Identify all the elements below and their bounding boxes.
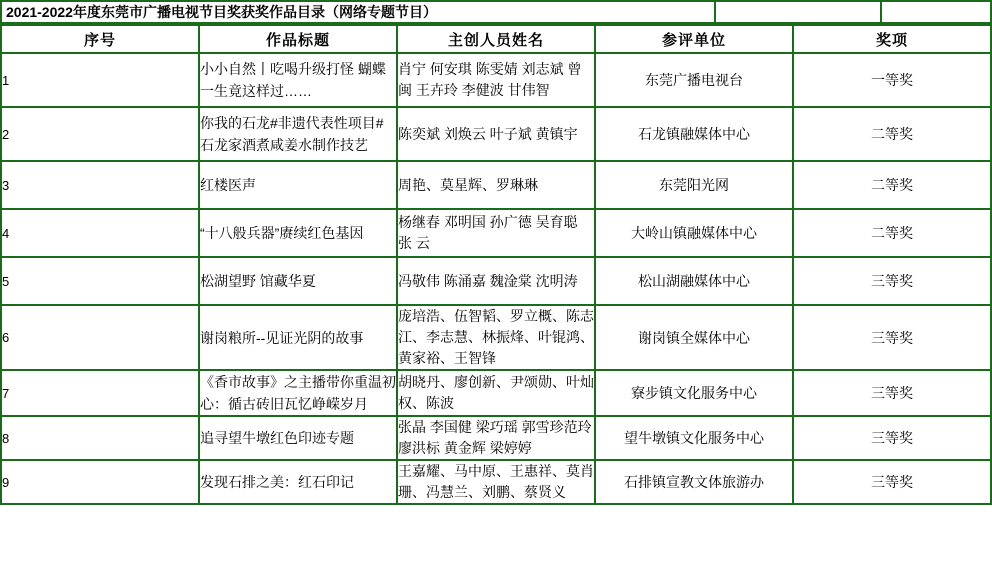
cell-title: “十八般兵器”赓续红色基因 <box>199 209 397 257</box>
cell-title: 你我的石龙#非遗代表性项目#石龙家酒煮咸姜水制作技艺 <box>199 107 397 161</box>
cell-title: 《香市故事》之主播带你重温初心：循古砖旧瓦忆峥嵘岁月 <box>199 370 397 416</box>
cell-unit: 望牛墩镇文化服务中心 <box>595 416 793 460</box>
cell-unit: 石龙镇融媒体中心 <box>595 107 793 161</box>
document-title-blank-cell-2 <box>882 2 990 22</box>
cell-title: 发现石排之美：红石印记 <box>199 460 397 504</box>
document-title-blank-cell-1 <box>716 2 882 22</box>
awards-table <box>0 24 992 505</box>
table-row <box>1 53 991 107</box>
table-row <box>1 370 991 416</box>
cell-unit: 石排镇宣教文体旅游办 <box>595 460 793 504</box>
cell-title: 小小自然丨吃喝升级打怪 蝴蝶一生竟这样过…… <box>199 53 397 107</box>
table-row <box>1 416 991 460</box>
cell-seq: 1 <box>1 53 199 107</box>
column-header-prize: 奖项 <box>793 25 991 53</box>
table-header-row <box>1 25 991 53</box>
table-row <box>1 257 991 305</box>
table-row <box>1 305 991 370</box>
cell-people: 周艳、莫星辉、罗琳琳 <box>397 161 595 209</box>
cell-prize: 二等奖 <box>793 107 991 161</box>
cell-seq: 3 <box>1 161 199 209</box>
cell-seq: 9 <box>1 460 199 504</box>
cell-seq: 4 <box>1 209 199 257</box>
cell-seq: 5 <box>1 257 199 305</box>
cell-people: 杨继春 邓明国 孙广德 吴育聪 张 云 <box>397 209 595 257</box>
cell-unit: 东莞阳光网 <box>595 161 793 209</box>
cell-seq: 2 <box>1 107 199 161</box>
cell-people: 陈奕斌 刘焕云 叶子斌 黄镇宇 <box>397 107 595 161</box>
cell-unit: 大岭山镇融媒体中心 <box>595 209 793 257</box>
cell-unit: 松山湖融媒体中心 <box>595 257 793 305</box>
cell-title: 红楼医声 <box>199 161 397 209</box>
cell-seq: 6 <box>1 305 199 370</box>
cell-prize: 三等奖 <box>793 257 991 305</box>
cell-prize: 三等奖 <box>793 370 991 416</box>
cell-people: 庞培浩、伍智韬、罗立概、陈志江、李志慧、林振烽、叶锟鸿、黄家裕、王智锋 <box>397 305 595 370</box>
table-row <box>1 460 991 504</box>
cell-seq: 8 <box>1 416 199 460</box>
cell-title: 追寻望牛墩红色印迹专题 <box>199 416 397 460</box>
table-row <box>1 107 991 161</box>
cell-people: 肖宁 何安琪 陈雯婧 刘志斌 曾闽 王卉玲 李健波 甘伟智 <box>397 53 595 107</box>
cell-prize: 三等奖 <box>793 460 991 504</box>
cell-seq: 7 <box>1 370 199 416</box>
cell-people: 冯敬伟 陈涌嘉 魏淦棠 沈明涛 <box>397 257 595 305</box>
cell-unit: 东莞广播电视台 <box>595 53 793 107</box>
column-header-people: 主创人员姓名 <box>397 25 595 53</box>
column-header-unit: 参评单位 <box>595 25 793 53</box>
table-row <box>1 209 991 257</box>
cell-people: 王嘉耀、马中原、王惠祥、莫肖珊、冯慧兰、刘鹏、蔡贤义 <box>397 460 595 504</box>
table-row <box>1 161 991 209</box>
cell-prize: 三等奖 <box>793 305 991 370</box>
document-title: 2021-2022年度东莞市广播电视节目奖获奖作品目录（网络专题节目） <box>2 2 716 22</box>
cell-title: 松湖望野 馆藏华夏 <box>199 257 397 305</box>
cell-people: 胡晓丹、廖创新、尹颂勋、叶灿权、陈波 <box>397 370 595 416</box>
cell-prize: 一等奖 <box>793 53 991 107</box>
cell-prize: 二等奖 <box>793 161 991 209</box>
cell-title: 谢岗粮所--见证光阴的故事 <box>199 305 397 370</box>
cell-prize: 二等奖 <box>793 209 991 257</box>
column-header-seq: 序号 <box>1 25 199 53</box>
cell-people: 张晶 李国健 梁巧瑶 郭雪珍范玲 廖洪标 黄金辉 梁婷婷 <box>397 416 595 460</box>
cell-unit: 谢岗镇全媒体中心 <box>595 305 793 370</box>
cell-prize: 三等奖 <box>793 416 991 460</box>
column-header-title: 作品标题 <box>199 25 397 53</box>
cell-unit: 寮步镇文化服务中心 <box>595 370 793 416</box>
document-title-row <box>0 0 992 24</box>
